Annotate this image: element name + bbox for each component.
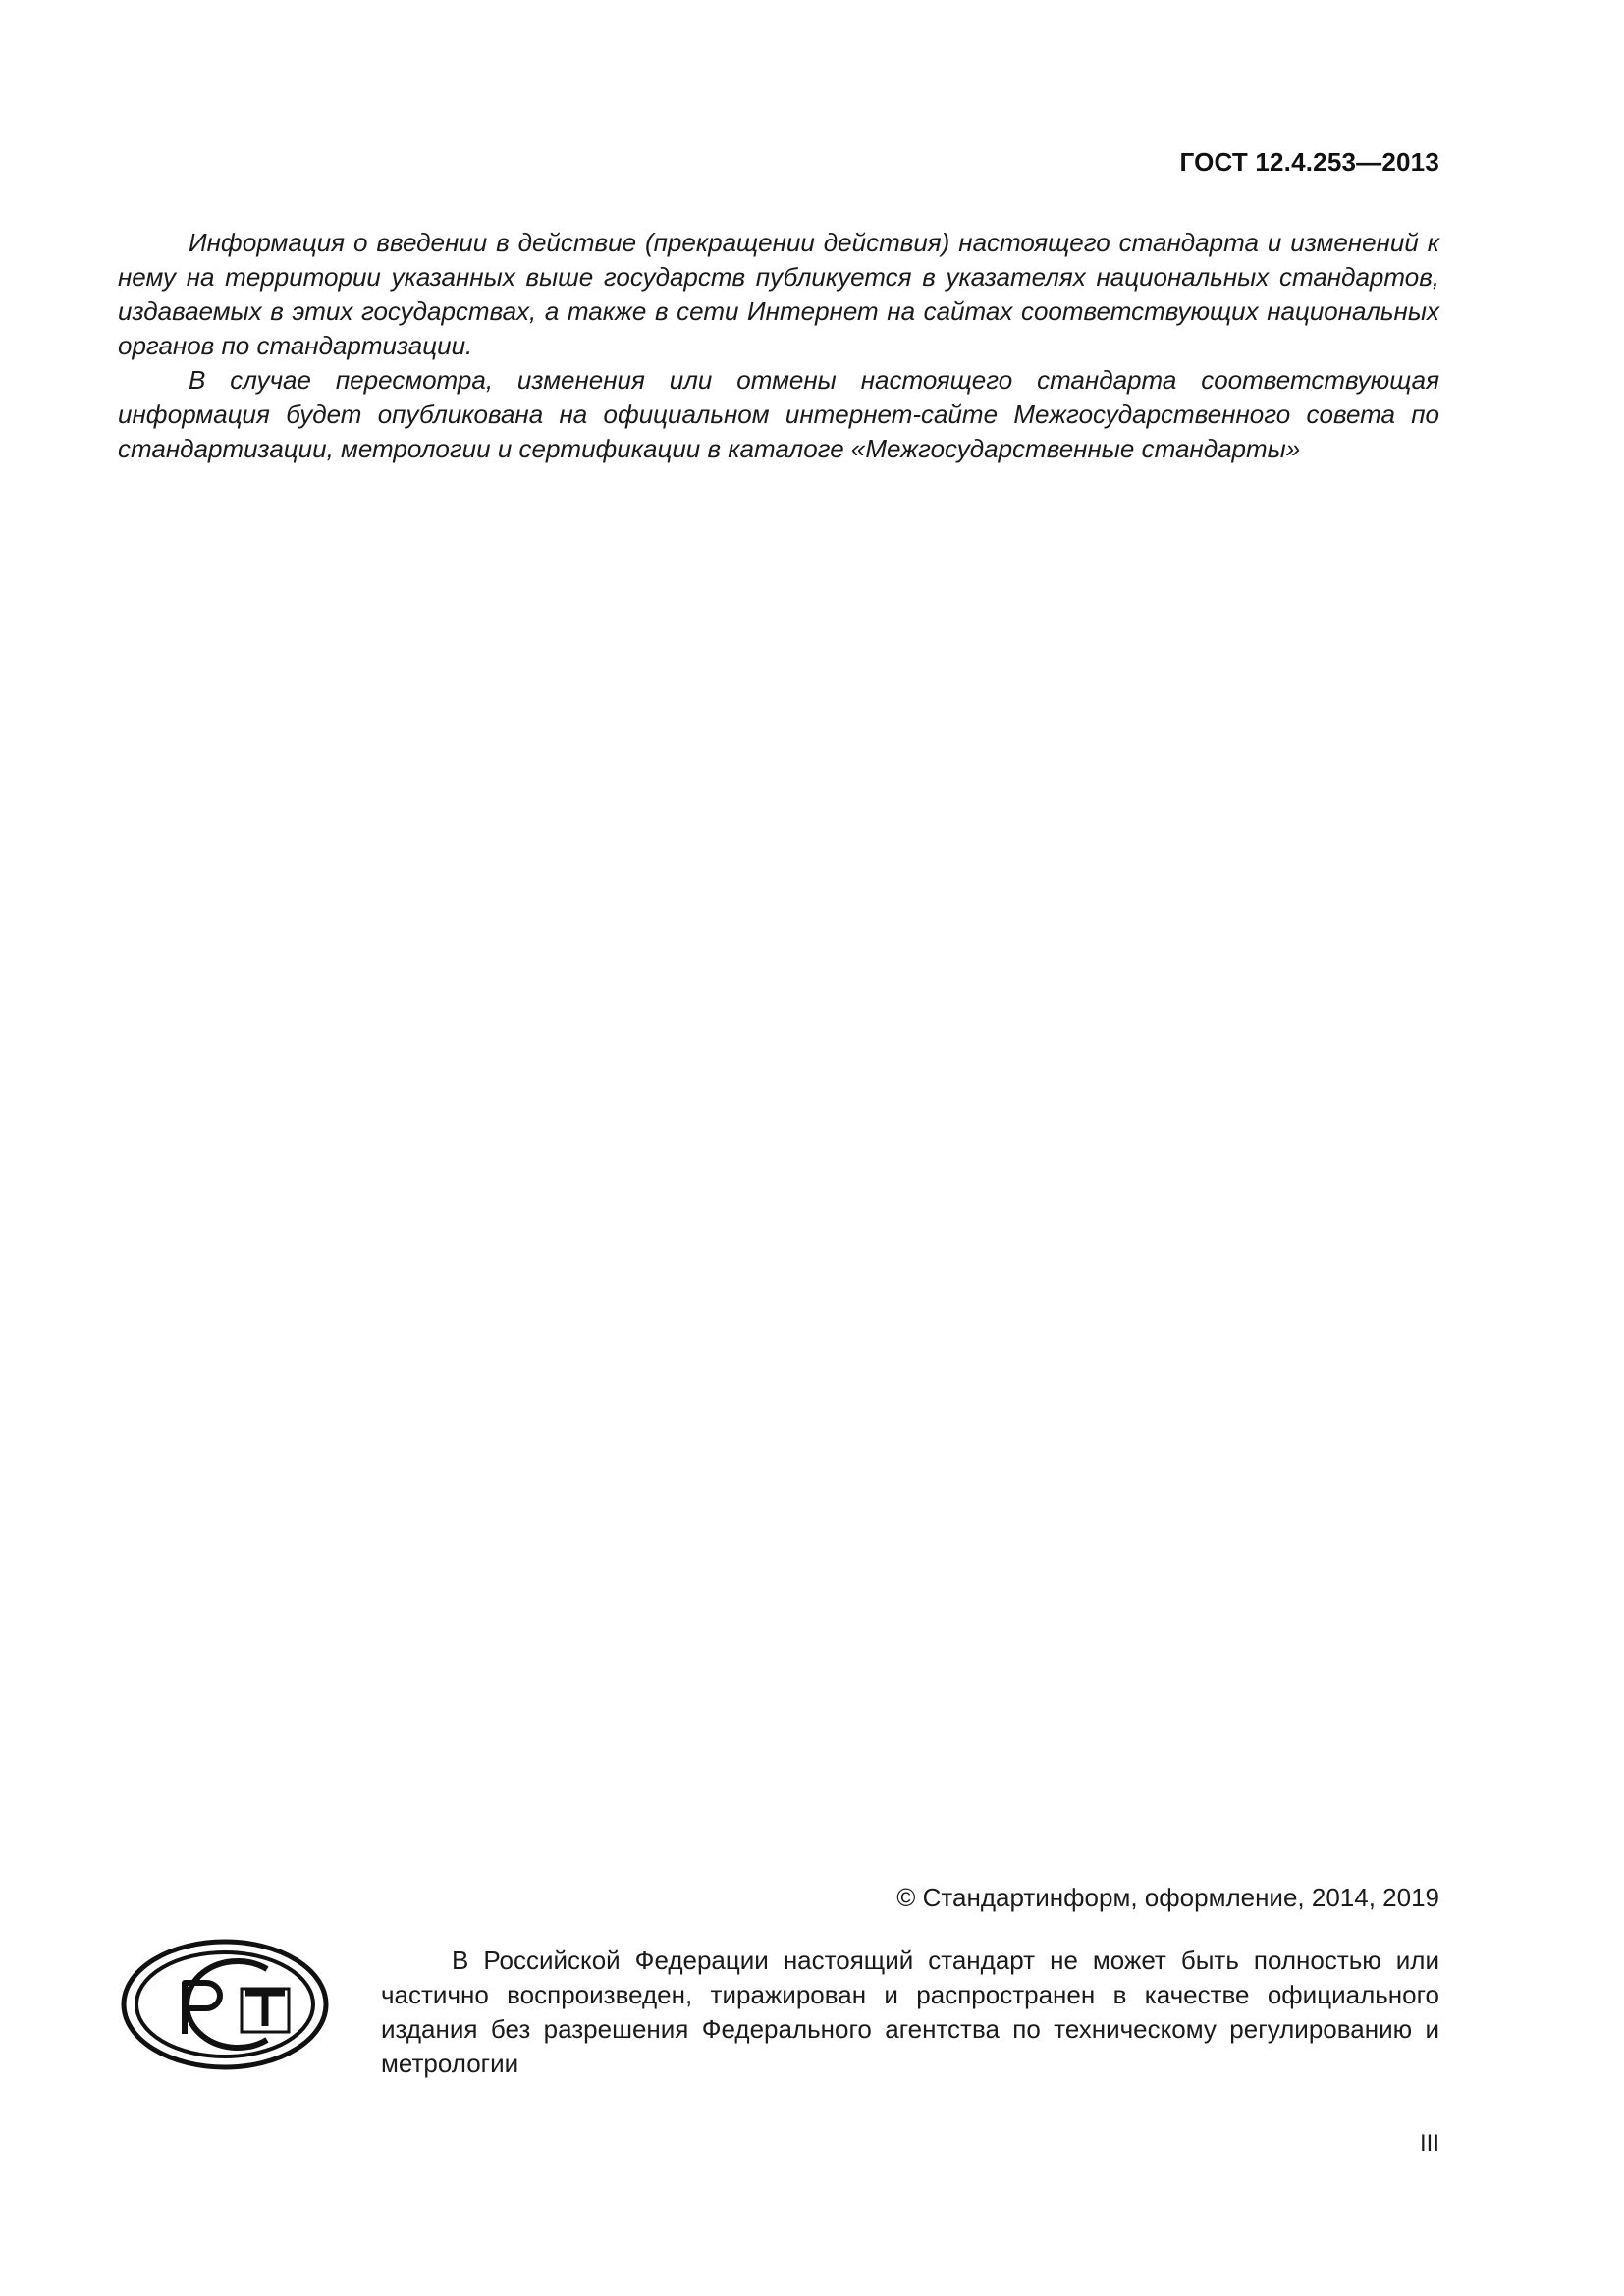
page-number: III [1419,2130,1439,2157]
reproduction-notice [381,1944,1439,2081]
document-code-header: ГОСТ 12.4.253—2013 [1179,147,1439,177]
notice-text: В Российской Федерации настоящий стандарт не может быть полностью или частично воспроизведен, тиражирован и распространен в качестве официального издания без разрешения Федерального агентства по техническому регулированию и метрологии [381,1946,1439,2078]
rst-certification-logo [120,1936,330,2073]
copyright-line: © Стандартинформ, оформление, 2014, 2019 [896,1883,1439,1912]
body-text [118,226,1439,466]
paragraph-implementation-info: Информация о введении в действие (прекращении действия) настоящего стандарта и изменений к нему на территории указанных выше государств публикуется в указателях национальных стандартов, издаваемых в этих государствах, а также в сети Интернет на сайтах соответствующих национальных органов по стандартизации. [118,228,1439,360]
paragraph-revision-info: В случае пересмотра, изменения или отмены настоящего стандарта соответствующая информация будет опубликована на официальном интернет-сайте Межгосударственного совета по стандартизации, метрологии и сертификации в каталоге «Межгосударственные стандарты» [118,365,1439,463]
